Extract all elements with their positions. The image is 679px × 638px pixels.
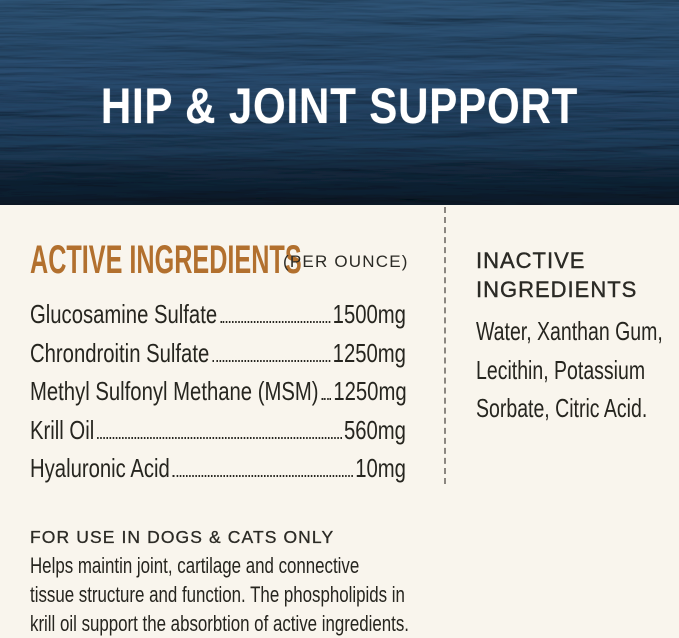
text-line: Helps maintin joint, cartilage and connective (30, 553, 360, 578)
text-line: Lecithin, Potassium (476, 354, 646, 385)
ingredient-name: Hyaluronic Acid (30, 453, 170, 483)
ingredient-amount: 560mg (343, 414, 406, 445)
ingredient-row (30, 449, 406, 488)
ingredient-row (30, 334, 406, 373)
ocean-photo (0, 0, 679, 205)
usage-heading: FOR USE IN DOGS & CATS ONLY (30, 527, 335, 547)
ingredient-row (30, 411, 406, 450)
active-ingredients-list (30, 295, 406, 488)
text-line: tissue structure and function. The phospholipids in (30, 582, 405, 607)
dot-leader (97, 437, 341, 439)
ingredient-row (30, 372, 406, 411)
product-title: HIP & JOINT SUPPORT (100, 78, 579, 134)
ingredient-name: Methyl Sulfonyl Methane (MSM) (30, 376, 319, 406)
dot-leader (173, 475, 353, 477)
dot-leader (220, 321, 330, 323)
ingredient-name: Chrondroitin Sulfate (30, 337, 210, 368)
ingredient-amount: 1250mg (333, 376, 407, 406)
ingredient-name: Glucosamine Sulfate (30, 299, 218, 329)
per-ounce-note: (PER OUNCE) (283, 252, 409, 271)
ingredient-amount: 1500mg (332, 299, 406, 329)
dot-leader (322, 398, 331, 400)
usage-text (30, 551, 420, 638)
dashed-divider (444, 207, 446, 484)
text-line: krill oil support the absorbtion of active ingredients. (30, 611, 409, 636)
inactive-ingredients-heading: INACTIVE INGREDIENTS (476, 248, 638, 302)
dot-leader (212, 360, 330, 362)
text-line: Water, Xanthan Gum, (476, 316, 663, 346)
inactive-ingredients-text (476, 312, 663, 428)
ingredient-amount: 1250mg (332, 337, 406, 368)
text-line: Sorbate, Citric Acid. (476, 393, 648, 423)
ingredient-row (30, 295, 406, 334)
active-ingredients-heading: ACTIVE INGREDIENTS (30, 238, 302, 282)
ingredient-name: Krill Oil (30, 414, 95, 445)
ingredient-amount: 10mg (355, 453, 406, 483)
